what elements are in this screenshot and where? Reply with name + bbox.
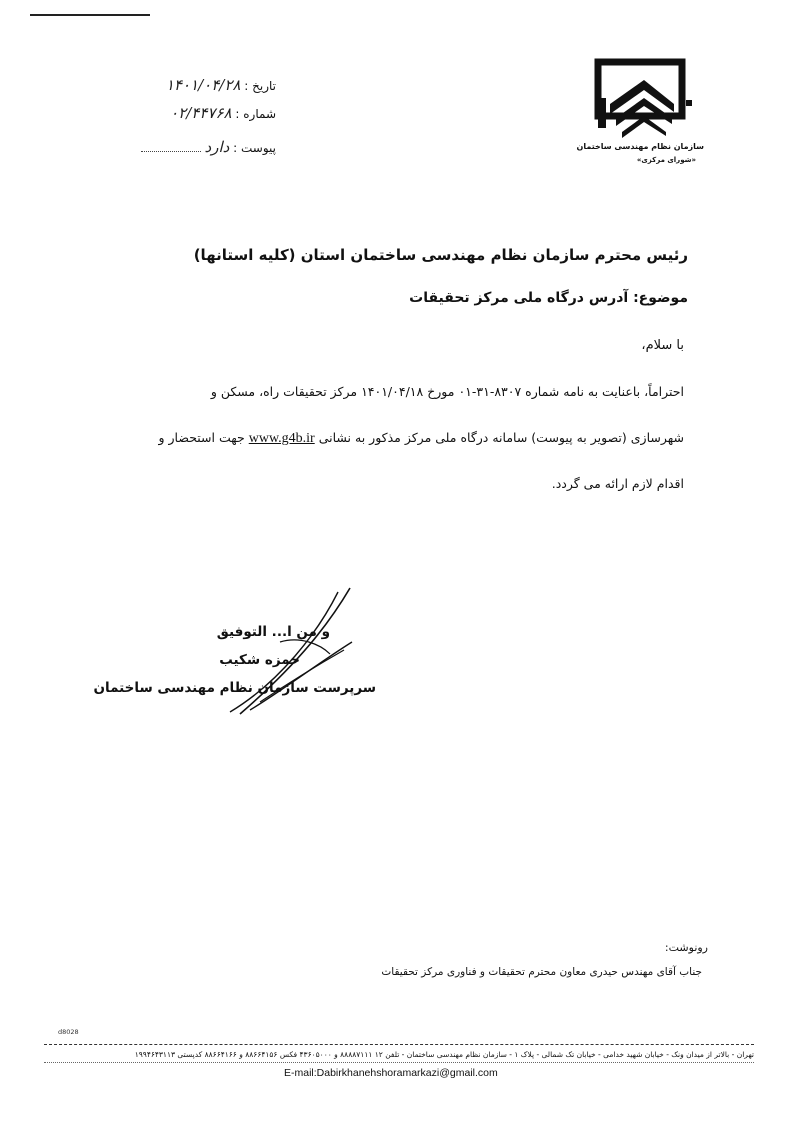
number-label: شماره : bbox=[235, 107, 276, 121]
number-field bbox=[100, 104, 276, 122]
cc-label: رونوشت: bbox=[664, 941, 708, 954]
recipient-line: رئیس محترم سازمان نظام مهندسی ساختمان استان (کلیه استانها) bbox=[193, 246, 688, 264]
organization-subtitle: «شورای مرکزی» bbox=[636, 156, 696, 164]
attachment-label: پیوست : bbox=[233, 141, 276, 155]
cc-recipient: جناب آقای مهندس حیدری معاون محترم تحقیقات و فناوری مرکز تحقیقات bbox=[381, 966, 702, 978]
body-line-2-start: شهرسازی (تصویر به پیوست) سامانه درگاه ملی مرکز مذکور به نشانی bbox=[318, 430, 684, 445]
document-code: d8028 bbox=[58, 1028, 79, 1036]
body-line-2 bbox=[159, 430, 684, 447]
body-line-1: احتراماً، باعنایت به نامه شماره ۸۳۰۷-۳۱-۰۱ مورخ ۱۴۰۱/۰۴/۱۸ مرکز تحقیقات راه، مسکن و bbox=[210, 384, 684, 399]
footer-divider bbox=[44, 1062, 754, 1063]
attachment-value: دارد bbox=[204, 138, 230, 156]
organization-name: سازمان نظام مهندسی ساختمان bbox=[576, 142, 704, 151]
closing-phrase: و من ا... التوفیق bbox=[216, 624, 330, 640]
website-link[interactable]: www.g4b.ir bbox=[248, 431, 315, 446]
page-edge-line bbox=[30, 14, 150, 16]
body-line-3: اقدام لازم ارائه می گردد. bbox=[551, 476, 684, 491]
footer-email[interactable]: E-mail:Dabirkhanehshoramarkazi@gmail.com bbox=[284, 1067, 498, 1079]
attachment-dots bbox=[141, 143, 201, 152]
date-label: تاریخ : bbox=[244, 79, 276, 93]
date-value: ۱۴۰۱/۰۴/۲۸ bbox=[165, 76, 241, 94]
attachment-field bbox=[100, 138, 276, 156]
date-field bbox=[100, 76, 276, 94]
signatory-name: حمزه شکیب bbox=[219, 652, 300, 668]
number-value: ۰۲/۴۴۷۶۸ bbox=[170, 104, 232, 122]
subject-line: موضوع: آدرس درگاه ملی مرکز تحقیقات bbox=[409, 290, 688, 306]
signatory-title: سرپرست سازمان نظام مهندسی ساختمان bbox=[93, 680, 376, 696]
footer-top-rule bbox=[44, 1044, 754, 1045]
greeting: با سلام، bbox=[641, 338, 684, 353]
body-line-2-end: جهت استحضار و bbox=[158, 430, 245, 445]
footer-address: تهران - بالاتر از میدان ونک - خیابان شهید خدامی - خیابان تک شمالی - پلاک ۱ - سازمان نظام مهندسی ساختمان - تلفن ۱۲ ۸۸۸۸۷۱۱۱ و ۴۳۶۰۵۰۰۰ فکس ۸۸۶۶۴۱۵۶ و ۸۸۶۶۴۱۶۶ کدپستی ۱۹۹۴۶۴۳۱۱۳ bbox=[134, 1050, 754, 1059]
